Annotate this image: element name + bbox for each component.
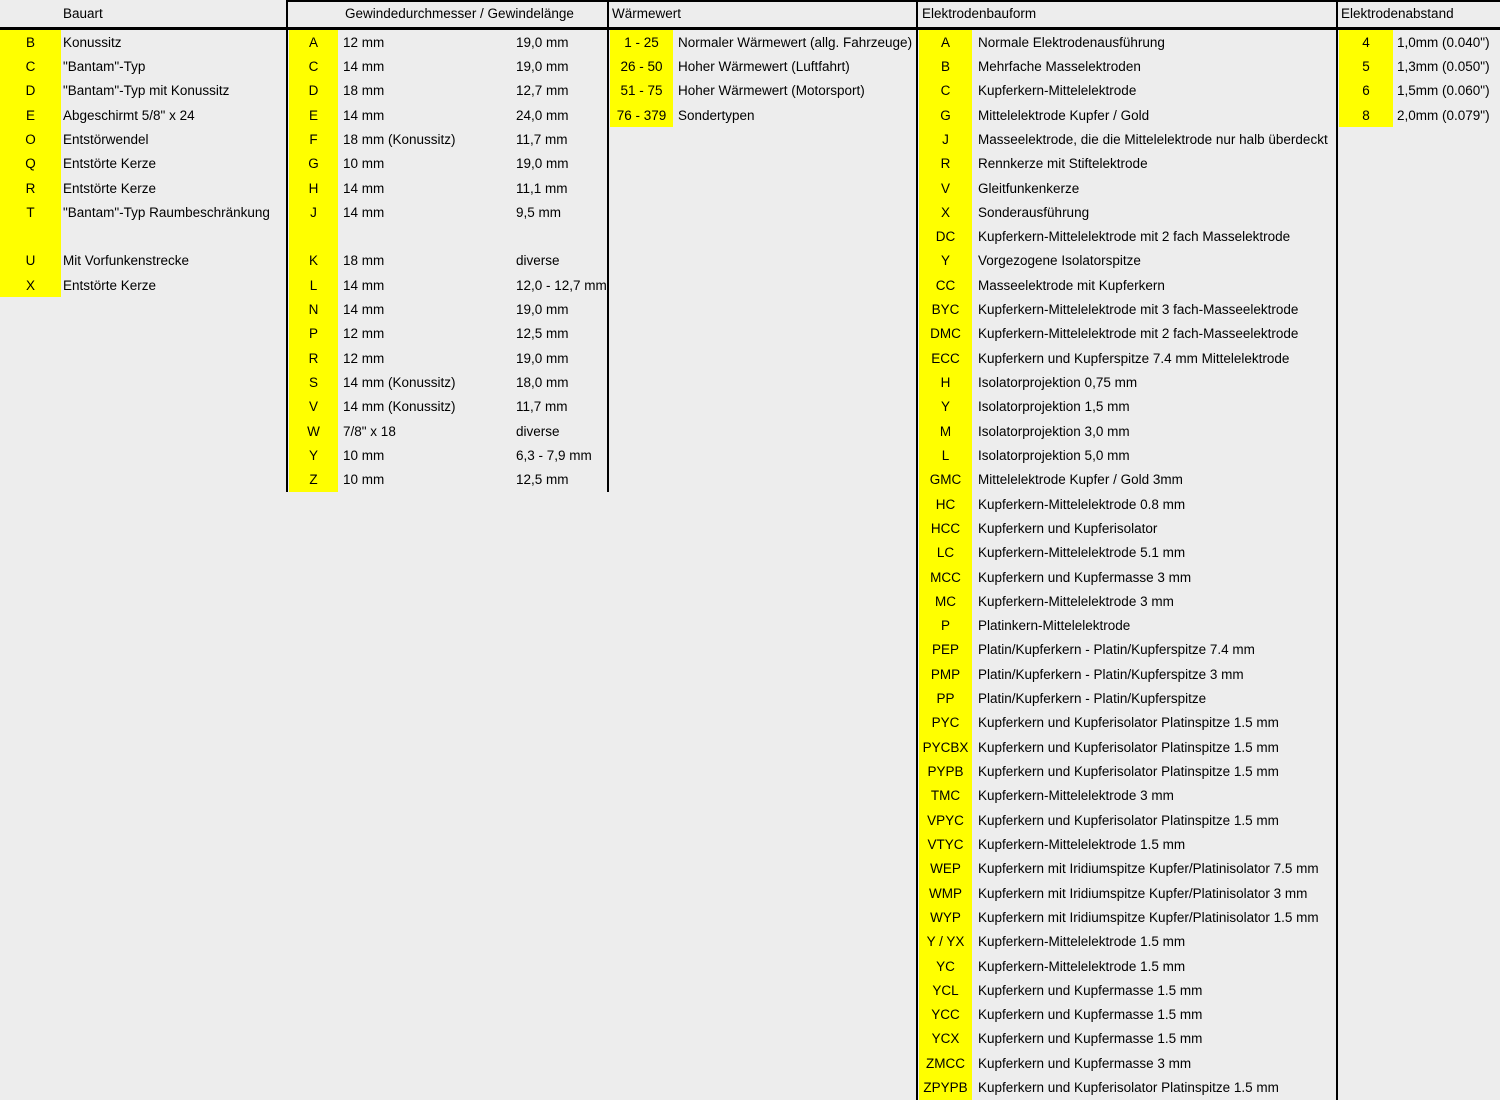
table-row — [919, 857, 1336, 881]
table-row — [0, 176, 287, 200]
table-row — [919, 443, 1336, 467]
code-cell: GMC — [919, 468, 972, 492]
code-cell: 76 - 379 — [610, 103, 673, 127]
length-cell: 11,7 mm — [516, 399, 568, 415]
diameter-cell: 12 mm — [343, 350, 385, 366]
diameter-cell: 14 mm (Konussitz) — [343, 399, 456, 415]
length-cell: 19,0 mm — [516, 34, 569, 50]
description-cell: Kupferkern und Kupferisolator Platinspitze 1.5 mm — [978, 812, 1279, 828]
code-cell: YCC — [919, 1003, 972, 1027]
table-row — [289, 419, 607, 443]
code-cell: P — [289, 322, 338, 346]
table-row — [919, 395, 1336, 419]
code-cell: D — [0, 79, 61, 103]
description-cell: Mittelelektrode Kupfer / Gold 3mm — [978, 472, 1183, 488]
code-cell: A — [919, 30, 972, 54]
description-cell: Abgeschirmt 5/8" x 24 — [63, 107, 195, 123]
description-cell: Kupferkern und Kupferisolator Platinspitze 1.5 mm — [978, 764, 1279, 780]
table-row — [0, 103, 287, 127]
description-cell: Kupferkern-Mittelelektrode 3 mm — [978, 593, 1174, 609]
table-row — [0, 127, 287, 151]
section-gewinde — [289, 30, 607, 492]
code-cell: H — [919, 370, 972, 394]
table-row — [919, 419, 1336, 443]
code-cell: PYCBX — [919, 735, 972, 759]
code-cell: Q — [0, 152, 61, 176]
code-cell: W — [289, 419, 338, 443]
column-header-waermewert: Wärmewert — [612, 6, 682, 21]
code-cell: L — [919, 443, 972, 467]
table-row — [919, 905, 1336, 929]
code-cell: G — [289, 152, 338, 176]
diameter-cell: 14 mm — [343, 58, 385, 74]
table-row — [919, 614, 1336, 638]
code-cell: HCC — [919, 516, 972, 540]
code-cell: Y — [919, 249, 972, 273]
column-header-bauart: Bauart — [63, 6, 103, 21]
code-cell — [289, 225, 338, 249]
length-cell: 19,0 mm — [516, 58, 569, 74]
description-cell: 1,5mm (0.060") — [1397, 83, 1490, 99]
table-row — [919, 225, 1336, 249]
code-cell: YCX — [919, 1027, 972, 1051]
code-cell: CC — [919, 273, 972, 297]
table-row — [919, 273, 1336, 297]
diameter-cell: 7/8" x 18 — [343, 423, 396, 439]
code-cell: YCL — [919, 978, 972, 1002]
diameter-cell: 14 mm — [343, 204, 385, 220]
length-cell: 12,5 mm — [516, 326, 569, 342]
code-cell: TMC — [919, 784, 972, 808]
table-row — [919, 176, 1336, 200]
table-row — [919, 735, 1336, 759]
code-cell: WMP — [919, 881, 972, 905]
code-cell: R — [919, 152, 972, 176]
length-cell: 9,5 mm — [516, 204, 562, 220]
code-cell: 5 — [1339, 54, 1393, 78]
code-cell: B — [919, 54, 972, 78]
table-row — [0, 200, 287, 224]
length-cell: 19,0 mm — [516, 302, 569, 318]
table-row — [1339, 30, 1500, 54]
code-cell: C — [0, 54, 61, 78]
length-cell: 6,3 - 7,9 mm — [516, 447, 592, 463]
table-row — [1339, 103, 1500, 127]
table-row — [289, 200, 607, 224]
code-cell: Y — [289, 443, 338, 467]
diameter-cell: 10 mm — [343, 472, 385, 488]
table-row — [919, 200, 1336, 224]
table-row — [610, 103, 916, 127]
diameter-cell: 10 mm — [343, 447, 385, 463]
table-row — [289, 273, 607, 297]
code-cell: Z — [289, 468, 338, 492]
code-cell: 1 - 25 — [610, 30, 673, 54]
description-cell: Isolatorprojektion 3,0 mm — [978, 423, 1130, 439]
table-row — [919, 492, 1336, 516]
code-cell: U — [0, 249, 61, 273]
table-row — [0, 79, 287, 103]
code-cell: MC — [919, 589, 972, 613]
code-cell: C — [289, 54, 338, 78]
description-cell: Sonderausführung — [978, 204, 1090, 220]
description-cell: Entstörte Kerze — [63, 277, 157, 293]
length-cell: 24,0 mm — [516, 107, 569, 123]
table-row — [289, 79, 607, 103]
code-cell: MCC — [919, 565, 972, 589]
description-cell: Kupferkern-Mittelelektrode 3 mm — [978, 788, 1174, 804]
diameter-cell: 14 mm — [343, 180, 385, 196]
code-cell: R — [0, 176, 61, 200]
table-row — [0, 30, 287, 54]
code-cell: T — [0, 200, 61, 224]
description-cell: Kupferkern-Mittelelektrode mit 2 fach Masselektrode — [978, 229, 1291, 245]
description-cell: Kupferkern und Kupfermasse 1.5 mm — [978, 1031, 1203, 1047]
table-row — [289, 30, 607, 54]
table-row — [919, 1051, 1336, 1075]
description-cell: Rennkerze mit Stiftelektrode — [978, 156, 1148, 172]
table-row — [289, 297, 607, 321]
table-row — [919, 808, 1336, 832]
length-cell: 19,0 mm — [516, 156, 569, 172]
diameter-cell: 14 mm — [343, 277, 385, 293]
table-row — [919, 881, 1336, 905]
table-row — [919, 638, 1336, 662]
code-cell: K — [289, 249, 338, 273]
table-row — [919, 103, 1336, 127]
description-cell: Kupferkern mit Iridiumspitze Kupfer/Platinisolator 1.5 mm — [978, 909, 1319, 925]
table-row — [919, 978, 1336, 1002]
table-row — [610, 79, 916, 103]
code-cell: ECC — [919, 346, 972, 370]
diameter-cell: 12 mm — [343, 34, 385, 50]
table-row — [919, 322, 1336, 346]
code-cell: DMC — [919, 322, 972, 346]
description-cell: 1,0mm (0.040") — [1397, 34, 1490, 50]
length-cell: 11,7 mm — [516, 131, 568, 147]
table-row — [919, 30, 1336, 54]
code-cell: O — [0, 127, 61, 151]
description-cell: Platin/Kupferkern - Platin/Kupferspitze 7.4 mm — [978, 642, 1255, 658]
table-row — [289, 225, 607, 249]
column-divider-2 — [607, 0, 609, 492]
description-cell: 2,0mm (0.079") — [1397, 107, 1490, 123]
description-cell: Kupferkern und Kupfermasse 3 mm — [978, 1055, 1192, 1071]
table-row — [610, 30, 916, 54]
table-row — [289, 322, 607, 346]
description-cell: Entstörte Kerze — [63, 156, 157, 172]
table-row — [919, 468, 1336, 492]
description-cell: Masseelektrode, die die Mittelelektrode nur halb überdeckt — [978, 131, 1328, 147]
description-cell: Sondertypen — [678, 107, 755, 123]
column-header-elektrodenabstand: Elektrodenabstand — [1341, 6, 1454, 21]
code-cell: 51 - 75 — [610, 79, 673, 103]
table-row — [289, 395, 607, 419]
table-row — [1339, 79, 1500, 103]
table-row — [919, 1027, 1336, 1051]
table-row — [1339, 54, 1500, 78]
section-elektrodenabstand — [1339, 30, 1500, 127]
table-row — [919, 1075, 1336, 1099]
description-cell: Kupferkern und Kupfermasse 1.5 mm — [978, 1007, 1203, 1023]
table-row — [919, 1003, 1336, 1027]
description-cell: Hoher Wärmewert (Luftfahrt) — [678, 58, 850, 74]
description-cell: Gleitfunkenkerze — [978, 180, 1080, 196]
length-cell: diverse — [516, 423, 560, 439]
table-row — [919, 565, 1336, 589]
code-cell: DC — [919, 225, 972, 249]
description-cell: Kupferkern-Mittelelektrode 1.5 mm — [978, 958, 1186, 974]
code-cell: PP — [919, 686, 972, 710]
description-cell: Kupferkern-Mittelelektrode — [978, 83, 1137, 99]
code-cell: R — [289, 346, 338, 370]
diameter-cell: 10 mm — [343, 156, 385, 172]
code-cell: PEP — [919, 638, 972, 662]
code-cell: D — [289, 79, 338, 103]
section-elektrodenbauform — [919, 30, 1336, 1100]
length-cell: 12,5 mm — [516, 472, 569, 488]
description-cell: Vorgezogene Isolatorspitze — [978, 253, 1141, 269]
table-row — [919, 686, 1336, 710]
code-cell: LC — [919, 541, 972, 565]
description-cell: Kupferkern und Kupfermasse 1.5 mm — [978, 982, 1203, 998]
length-cell: 19,0 mm — [516, 350, 569, 366]
description-cell: Kupferkern und Kupferisolator Platinspitze 1.5 mm — [978, 739, 1279, 755]
table-row — [0, 54, 287, 78]
table-row — [919, 930, 1336, 954]
description-cell: Isolatorprojektion 5,0 mm — [978, 447, 1130, 463]
code-cell: L — [289, 273, 338, 297]
table-row — [289, 468, 607, 492]
description-cell: Isolatorprojektion 1,5 mm — [978, 399, 1130, 415]
code-cell: Y / YX — [919, 930, 972, 954]
description-cell: Masseelektrode mit Kupferkern — [978, 277, 1165, 293]
length-cell: 11,1 mm — [516, 180, 568, 196]
description-cell: Normaler Wärmewert (allg. Fahrzeuge) — [678, 34, 913, 50]
code-cell: C — [919, 79, 972, 103]
code-cell: J — [919, 127, 972, 151]
description-cell: "Bantam"-Typ — [63, 58, 146, 74]
description-cell: Platin/Kupferkern - Platin/Kupferspitze — [978, 691, 1207, 707]
table-row — [919, 516, 1336, 540]
code-cell: 26 - 50 — [610, 54, 673, 78]
description-cell: Konussitz — [63, 34, 122, 50]
description-cell: Platin/Kupferkern - Platin/Kupferspitze 3 mm — [978, 666, 1244, 682]
description-cell: Kupferkern-Mittelelektrode 1.5 mm — [978, 836, 1186, 852]
length-cell: 12,7 mm — [516, 83, 569, 99]
length-cell: 18,0 mm — [516, 375, 569, 391]
description-cell: Platinkern-Mittelelektrode — [978, 618, 1131, 634]
description-cell: 1,3mm (0.050") — [1397, 58, 1490, 74]
description-cell: Kupferkern und Kupferisolator — [978, 520, 1158, 536]
table-row — [289, 346, 607, 370]
description-cell: Entstörwendel — [63, 131, 149, 147]
table-row — [0, 225, 287, 249]
table-row — [919, 759, 1336, 783]
table-row — [289, 443, 607, 467]
table-row — [289, 370, 607, 394]
table-row — [289, 127, 607, 151]
code-cell: WYP — [919, 905, 972, 929]
code-cell: ZMCC — [919, 1051, 972, 1075]
table-row — [610, 54, 916, 78]
code-cell: X — [919, 200, 972, 224]
table-row — [289, 54, 607, 78]
table-row — [289, 152, 607, 176]
code-cell: Y — [919, 395, 972, 419]
table-row — [0, 249, 287, 273]
code-cell: BYC — [919, 297, 972, 321]
table-row — [919, 541, 1336, 565]
description-cell: Mittelelektrode Kupfer / Gold — [978, 107, 1150, 123]
table-row — [919, 784, 1336, 808]
description-cell: "Bantam"-Typ Raumbeschränkung — [63, 204, 270, 220]
table-row — [919, 662, 1336, 686]
code-cell: J — [289, 200, 338, 224]
description-cell: Entstörte Kerze — [63, 180, 157, 196]
diameter-cell: 14 mm (Konussitz) — [343, 375, 456, 391]
table-row — [919, 152, 1336, 176]
code-cell: V — [289, 395, 338, 419]
code-cell: HC — [919, 492, 972, 516]
description-cell: Isolatorprojektion 0,75 mm — [978, 375, 1138, 391]
section-waermewert — [610, 30, 916, 127]
table-row — [289, 176, 607, 200]
table-row — [919, 249, 1336, 273]
description-cell: Kupferkern-Mittelelektrode 5.1 mm — [978, 545, 1186, 561]
code-cell: WEP — [919, 857, 972, 881]
description-cell: Kupferkern-Mittelelektrode 1.5 mm — [978, 934, 1186, 950]
table-row — [919, 54, 1336, 78]
code-cell: PYC — [919, 711, 972, 735]
code-cell: G — [919, 103, 972, 127]
code-cell: ZPYPB — [919, 1075, 972, 1099]
description-cell: Kupferkern und Kupferisolator Platinspitze 1.5 mm — [978, 715, 1279, 731]
code-cell: VTYC — [919, 832, 972, 856]
table-row — [919, 127, 1336, 151]
code-cell: 6 — [1339, 79, 1393, 103]
top-border-line — [286, 0, 1500, 2]
code-cell: 4 — [1339, 30, 1393, 54]
code-cell: A — [289, 30, 338, 54]
description-cell: Kupferkern und Kupferisolator Platinspitze 1.5 mm — [978, 1080, 1279, 1096]
code-cell: 8 — [1339, 103, 1393, 127]
diameter-cell: 18 mm — [343, 83, 385, 99]
description-cell: Kupferkern mit Iridiumspitze Kupfer/Platinisolator 3 mm — [978, 885, 1308, 901]
code-cell: S — [289, 370, 338, 394]
section-bauart — [0, 30, 287, 297]
table-row — [0, 152, 287, 176]
diameter-cell: 12 mm — [343, 326, 385, 342]
diameter-cell: 18 mm — [343, 253, 385, 269]
description-cell: Mehrfache Masselektroden — [978, 58, 1141, 74]
description-cell: Kupferkern-Mittelelektrode mit 2 fach-Masseelektrode — [978, 326, 1299, 342]
table-row — [919, 79, 1336, 103]
description-cell: Hoher Wärmewert (Motorsport) — [678, 83, 865, 99]
code-cell: YC — [919, 954, 972, 978]
length-cell: diverse — [516, 253, 560, 269]
description-cell: "Bantam"-Typ mit Konussitz — [63, 83, 230, 99]
description-cell: Mit Vorfunkenstrecke — [63, 253, 190, 269]
diameter-cell: 14 mm — [343, 107, 385, 123]
table-row — [919, 954, 1336, 978]
column-header-elektrodenbauform: Elektrodenbauform — [922, 6, 1037, 21]
diameter-cell: 14 mm — [343, 302, 385, 318]
code-cell: PMP — [919, 662, 972, 686]
table-row — [919, 370, 1336, 394]
code-cell: B — [0, 30, 61, 54]
column-divider-4 — [1336, 0, 1338, 1100]
code-cell — [0, 225, 61, 249]
code-cell: M — [919, 419, 972, 443]
description-cell: Normale Elektrodenausführung — [978, 34, 1165, 50]
code-cell: PYPB — [919, 759, 972, 783]
description-cell: Kupferkern-Mittelelektrode 0.8 mm — [978, 496, 1186, 512]
description-cell: Kupferkern-Mittelelektrode mit 3 fach-Masseelektrode — [978, 302, 1299, 318]
table-row — [289, 249, 607, 273]
code-cell: E — [0, 103, 61, 127]
table-row — [919, 832, 1336, 856]
code-cell: H — [289, 176, 338, 200]
code-cell: V — [919, 176, 972, 200]
code-cell: F — [289, 127, 338, 151]
table-row — [919, 297, 1336, 321]
table-row — [289, 103, 607, 127]
diameter-cell: 18 mm (Konussitz) — [343, 131, 456, 147]
code-cell: P — [919, 614, 972, 638]
code-cell: X — [0, 273, 61, 297]
column-divider-3 — [916, 0, 918, 1100]
table-row — [919, 346, 1336, 370]
table-row — [919, 589, 1336, 613]
description-cell: Kupferkern und Kupfermasse 3 mm — [978, 569, 1192, 585]
table-row — [919, 711, 1336, 735]
code-cell: N — [289, 297, 338, 321]
column-header-gewinde: Gewindedurchmesser / Gewindelänge — [345, 6, 574, 21]
description-cell: Kupferkern und Kupferspitze 7.4 mm Mittelelektrode — [978, 350, 1290, 366]
description-cell: Kupferkern mit Iridiumspitze Kupfer/Platinisolator 7.5 mm — [978, 861, 1319, 877]
code-cell: VPYC — [919, 808, 972, 832]
code-cell: E — [289, 103, 338, 127]
table-row — [0, 273, 287, 297]
length-cell: 12,0 - 12,7 mm — [516, 277, 607, 293]
